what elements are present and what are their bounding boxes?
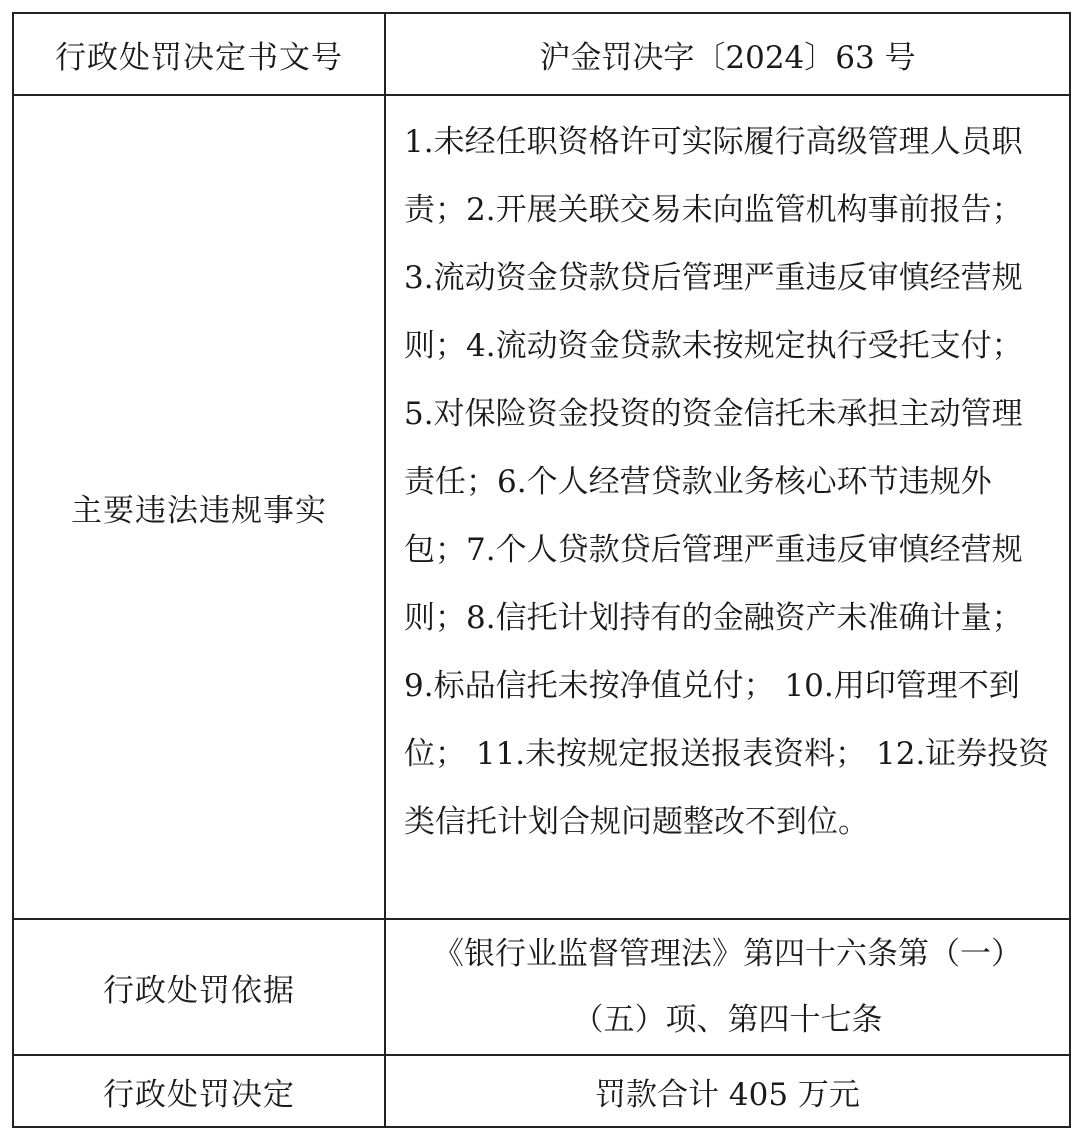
row-penalty-basis — [13, 919, 1070, 1055]
row-decision-number — [13, 13, 1070, 95]
violation-facts-label: 主要违法违规事实 — [13, 95, 385, 919]
penalty-basis-label: 行政处罚依据 — [13, 919, 385, 1055]
penalty-basis-value — [385, 919, 1070, 1055]
penalty-basis-line-2: （五）项、第四十七条 — [572, 1002, 883, 1038]
decision-number-value: 沪金罚决字〔2024〕63 号 — [385, 13, 1070, 95]
penalty-decision-label: 行政处罚决定 — [13, 1055, 385, 1127]
row-penalty-decision — [13, 1055, 1070, 1127]
row-violation-facts — [13, 95, 1070, 919]
penalty-basis-line-1: 《银行业监督管理法》第四十六条第（一） — [433, 936, 1022, 972]
violation-facts-value: 1.未经任职资格许可实际履行高级管理人员职责；2.开展关联交易未向监管机构事前报告；3.流动资金贷款贷后管理严重违反审慎经营规则；4.流动资金贷款未按规定执行受托支付；5.对保险资金投资的资金信托未承担主动管理责任；6.个人经营贷款业务核心环节违规外包；7.个人贷款贷后管理严重违反审慎经营规则；8.信托计划持有的金融资产未准确计量； 9.标品信托未按净值兑付； 10.用印管理不到位； 11.未按规定报送报表资料； 12.证券投资类信托计划合规问题整改不到位。 — [385, 95, 1070, 919]
decision-number-label: 行政处罚决定书文号 — [13, 13, 385, 95]
penalty-decision-value: 罚款合计 405 万元 — [385, 1055, 1070, 1127]
penalty-info-table — [12, 12, 1071, 1128]
